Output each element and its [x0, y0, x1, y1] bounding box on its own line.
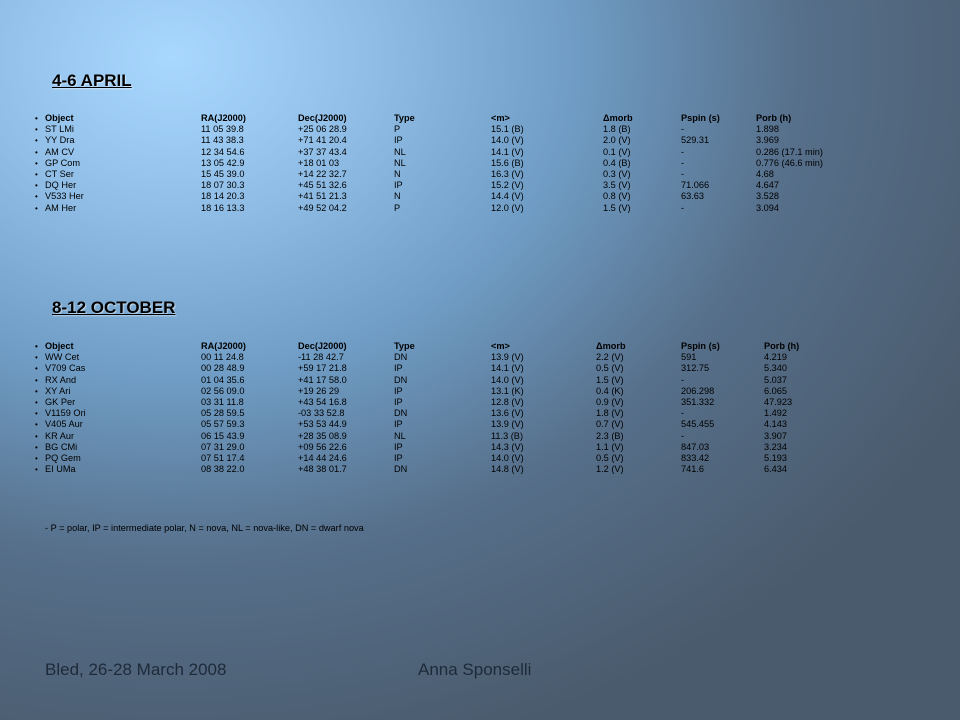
- bullet-icon: •: [35, 442, 38, 452]
- cell-dmorb: 0.9 (V): [596, 397, 624, 407]
- cell-mag: 13.1 (K): [491, 385, 524, 396]
- cell-dmorb: 0.4 (B): [603, 157, 631, 168]
- cell-porb: Porb (h): [756, 113, 792, 123]
- cell-type: IP: [394, 363, 403, 374]
- footer-author: Anna Sponselli: [418, 660, 532, 679]
- cell-dec: +71 41 20.4: [298, 135, 347, 146]
- cell-mag: 14.3 (V): [491, 441, 524, 452]
- cell-object: AM Her: [45, 202, 77, 213]
- cell-ra: 01 04 35.6: [201, 374, 245, 385]
- cell-object: ST LMi: [45, 124, 74, 135]
- cell-dec: +53 53 44.9: [298, 419, 347, 430]
- cell-mag: 16.3 (V): [491, 169, 524, 179]
- cell-pspin: 833.42: [681, 453, 710, 463]
- cell-mag: 13.9 (V): [491, 352, 524, 363]
- cell-type: IP: [394, 419, 403, 430]
- cell-ra: 18 14 20.3: [201, 191, 245, 202]
- bullet-icon: •: [35, 158, 38, 168]
- cell-dmorb: 0.1 (V): [603, 146, 631, 157]
- cell-porb: 4.647: [756, 180, 779, 191]
- cell-object: PQ Gem: [45, 453, 81, 463]
- bullet-icon: •: [35, 353, 38, 363]
- cell-object: DQ Her: [45, 180, 77, 191]
- cell-dec: Dec(J2000): [298, 341, 347, 351]
- cell-ra: 11 43 38.3: [201, 135, 244, 146]
- cell-mag: 15.6 (B): [491, 157, 524, 168]
- bullet-icon: •: [35, 375, 38, 385]
- cell-mag: 13.9 (V): [491, 419, 524, 430]
- cell-ra: 05 57 59.3: [201, 419, 245, 430]
- cell-porb: 3.969: [756, 135, 779, 146]
- cell-pspin: Pspin (s): [681, 341, 720, 351]
- cell-dec: +59 17 21.8: [298, 363, 347, 374]
- cell-mag: 14.0 (V): [491, 453, 524, 463]
- bullet-icon: •: [35, 181, 38, 191]
- bullet-icon: •: [35, 192, 38, 202]
- cell-ra: 08 38 22.0: [201, 464, 245, 475]
- bullet-icon: •: [35, 409, 38, 419]
- cell-type: DN: [394, 408, 408, 419]
- cell-dec: +19 26 29: [298, 385, 340, 396]
- cell-object: V533 Her: [45, 191, 84, 202]
- cell-type: IP: [394, 453, 403, 463]
- cell-mag: 15.1 (B): [491, 124, 524, 135]
- cell-pspin: -: [681, 124, 685, 135]
- cell-mag: 14.1 (V): [491, 363, 524, 374]
- cell-dec: Dec(J2000): [298, 113, 347, 123]
- cell-type: DN: [394, 374, 408, 385]
- cell-mag: 14.8 (V): [491, 464, 524, 475]
- cell-porb: 5.037: [764, 374, 787, 385]
- cell-mag: 14.0 (V): [491, 374, 524, 385]
- cell-type: Type: [394, 113, 415, 123]
- bullet-icon: •: [35, 431, 38, 441]
- cell-dmorb: 2.0 (V): [603, 135, 631, 146]
- cell-dmorb: 1.8 (B): [603, 124, 631, 135]
- cell-mag: 11.3 (B): [491, 430, 523, 441]
- cell-object: V1159 Ori: [45, 408, 86, 419]
- cell-porb: 5.193: [764, 453, 787, 463]
- bullet-icon: •: [35, 125, 38, 135]
- cell-pspin: -: [681, 169, 685, 179]
- cell-dec: +09 56 22.6: [298, 441, 347, 452]
- cell-object: EI UMa: [45, 464, 76, 475]
- cell-dmorb: 2.3 (B): [596, 430, 624, 441]
- cell-porb: 1.492: [764, 408, 787, 419]
- cell-object: V405 Aur: [45, 419, 83, 430]
- cell-porb: Porb (h): [764, 341, 800, 351]
- cell-porb: 47.923: [764, 397, 793, 407]
- bullet-icon: •: [35, 420, 38, 430]
- cell-dec: +14 22 32.7: [298, 169, 347, 179]
- cell-pspin: -: [681, 408, 685, 419]
- cell-ra: 12 34 54.6: [201, 146, 245, 157]
- cell-object: KR Aur: [45, 430, 75, 441]
- cell-dec: +14 44 24.6: [298, 453, 347, 463]
- bullet-icon: •: [35, 114, 38, 123]
- cell-porb: 1.898: [756, 124, 779, 135]
- cell-ra: 13 05 42.9: [201, 157, 245, 168]
- cell-porb: 3.234: [764, 441, 787, 452]
- cell-type: Type: [394, 341, 415, 351]
- cell-object: BG CMi: [45, 441, 78, 452]
- cell-porb: 0.776 (46.6 min): [756, 157, 823, 168]
- cell-type: IP: [394, 397, 403, 407]
- bullet-icon: •: [35, 147, 38, 157]
- cell-dmorb: 1.8 (V): [596, 408, 624, 419]
- cell-dec: +18 01 03: [298, 157, 340, 168]
- cell-type: N: [394, 169, 401, 179]
- cell-type: P: [394, 124, 401, 135]
- cell-dmorb: Δmorb: [603, 113, 633, 123]
- cell-porb: 5.340: [764, 363, 787, 374]
- cell-dmorb: 3.5 (V): [603, 180, 631, 191]
- cell-type: IP: [394, 385, 403, 396]
- cell-object: XY Ari: [45, 385, 71, 396]
- cell-object: WW Cet: [45, 352, 80, 363]
- cell-object: V709 Cas: [45, 363, 86, 374]
- cell-pspin: 312.75: [681, 363, 710, 374]
- cell-dec: +48 38 01.7: [298, 464, 347, 475]
- cell-dec: -03 33 52.8: [298, 408, 345, 419]
- cell-dmorb: Δmorb: [596, 341, 626, 351]
- cell-pspin: 206.298: [681, 385, 715, 396]
- cell-porb: 4.143: [764, 419, 787, 430]
- bullet-icon: •: [35, 386, 38, 396]
- cell-mag: 12.0 (V): [491, 202, 524, 213]
- cell-type: DN: [394, 464, 408, 475]
- cell-dec: +25 06 28.9: [298, 124, 347, 135]
- cell-mag: 14.0 (V): [491, 135, 524, 146]
- bullet-icon: •: [35, 342, 38, 351]
- section-title-april: 4-6 APRIL: [52, 71, 132, 90]
- cell-dec: +43 54 16.8: [298, 397, 347, 407]
- cell-ra: 00 11 24.8: [201, 352, 244, 363]
- cell-dec: +37 37 43.4: [298, 146, 347, 157]
- bullet-icon: •: [35, 170, 38, 179]
- cell-type: P: [394, 202, 401, 213]
- cell-porb: 4.219: [764, 352, 787, 363]
- cell-ra: 07 31 29.0: [201, 441, 245, 452]
- cell-type: IP: [394, 441, 403, 452]
- cell-pspin: 545.455: [681, 419, 715, 430]
- cell-object: CT Ser: [45, 169, 74, 179]
- cell-object: Object: [45, 113, 74, 123]
- cell-ra: 15 45 39.0: [201, 169, 245, 179]
- cell-object: Object: [45, 341, 74, 351]
- cell-object: AM CV: [45, 146, 75, 157]
- cell-pspin: 591: [681, 352, 697, 363]
- cell-type: N: [394, 191, 401, 202]
- cell-pspin: 529.31: [681, 135, 710, 146]
- cell-porb: 6.065: [764, 385, 787, 396]
- cell-pspin: 351.332: [681, 397, 715, 407]
- cell-dmorb: 0.4 (K): [596, 385, 624, 396]
- cell-pspin: -: [681, 146, 685, 157]
- cell-ra: 00 28 48.9: [201, 363, 245, 374]
- bullet-icon: •: [35, 364, 38, 374]
- cell-porb: 3.907: [764, 430, 787, 441]
- cell-pspin: Pspin (s): [681, 113, 720, 123]
- cell-ra: RA(J2000): [201, 341, 246, 351]
- cell-mag: 15.2 (V): [491, 180, 524, 191]
- cell-mag: <m>: [491, 341, 510, 351]
- cell-ra: 03 31 11.8: [201, 397, 244, 407]
- cell-mag: <m>: [491, 113, 510, 123]
- cell-ra: 18 16 13.3: [201, 202, 245, 213]
- type-legend-note: - P = polar, IP = intermediate polar, N = nova, NL = nova-like, DN = dwarf nova: [45, 523, 364, 533]
- cell-type: NL: [394, 157, 406, 168]
- bullet-icon: •: [35, 136, 38, 146]
- cell-ra: RA(J2000): [201, 113, 246, 123]
- cell-ra: 02 56 09.0: [201, 385, 245, 396]
- cell-pspin: 63.63: [681, 191, 704, 202]
- cell-dmorb: 0.7 (V): [596, 419, 624, 430]
- cell-pspin: -: [681, 374, 685, 385]
- footer-event: Bled, 26-28 March 2008: [45, 660, 227, 679]
- cell-ra: 18 07 30.3: [201, 180, 245, 191]
- cell-ra: 07 51 17.4: [201, 453, 245, 463]
- cell-dmorb: 1.5 (V): [596, 374, 624, 385]
- cell-pspin: 847.03: [681, 441, 710, 452]
- cell-pspin: -: [681, 157, 685, 168]
- cell-dec: -11 28 42.7: [298, 352, 344, 363]
- section-title-october: 8-12 OCTOBER: [52, 298, 176, 317]
- bullet-icon: •: [35, 203, 38, 213]
- cell-porb: 0.286 (17.1 min): [756, 146, 823, 157]
- cell-porb: 3.094: [756, 202, 779, 213]
- cell-mag: 14.1 (V): [491, 146, 524, 157]
- cell-dec: +49 52 04.2: [298, 202, 347, 213]
- cell-object: YY Dra: [45, 135, 75, 146]
- cell-ra: 11 05 39.8: [201, 124, 244, 135]
- cell-ra: 06 15 43.9: [201, 430, 245, 441]
- cell-pspin: -: [681, 430, 685, 441]
- cell-porb: 6.434: [764, 464, 787, 475]
- cell-type: NL: [394, 430, 406, 441]
- cell-dec: +45 51 32.6: [298, 180, 347, 191]
- cell-mag: 13.6 (V): [491, 408, 524, 419]
- cell-type: IP: [394, 180, 403, 191]
- cell-pspin: 71.066: [681, 180, 710, 191]
- cell-dmorb: 1.2 (V): [596, 464, 624, 475]
- cell-dmorb: 1.5 (V): [603, 202, 631, 213]
- cell-type: IP: [394, 135, 403, 146]
- cell-dec: +41 17 58.0: [298, 374, 347, 385]
- cell-ra: 05 28 59.5: [201, 408, 245, 419]
- cell-mag: 12.8 (V): [491, 397, 524, 407]
- cell-type: DN: [394, 352, 408, 363]
- bullet-icon: •: [35, 465, 38, 475]
- cell-pspin: 741.6: [681, 464, 704, 475]
- cell-porb: 3.528: [756, 191, 779, 202]
- cell-object: RX And: [45, 374, 77, 385]
- bullet-icon: •: [35, 454, 38, 463]
- cell-dmorb: 0.8 (V): [603, 191, 631, 202]
- cell-dmorb: 0.3 (V): [603, 169, 631, 179]
- cell-porb: 4.68: [756, 169, 774, 179]
- bullet-icon: •: [35, 398, 38, 407]
- cell-mag: 14.4 (V): [491, 191, 524, 202]
- cell-type: NL: [394, 146, 406, 157]
- cell-dmorb: 0.5 (V): [596, 363, 624, 374]
- cell-dec: +28 35 08.9: [298, 430, 347, 441]
- cell-object: GP Com: [45, 157, 81, 168]
- cell-dmorb: 1.1 (V): [596, 441, 624, 452]
- cell-dec: +41 51 21.3: [298, 191, 347, 202]
- cell-object: GK Per: [45, 397, 76, 407]
- cell-pspin: -: [681, 202, 685, 213]
- cell-dmorb: 2.2 (V): [596, 352, 624, 363]
- cell-dmorb: 0.5 (V): [596, 453, 624, 463]
